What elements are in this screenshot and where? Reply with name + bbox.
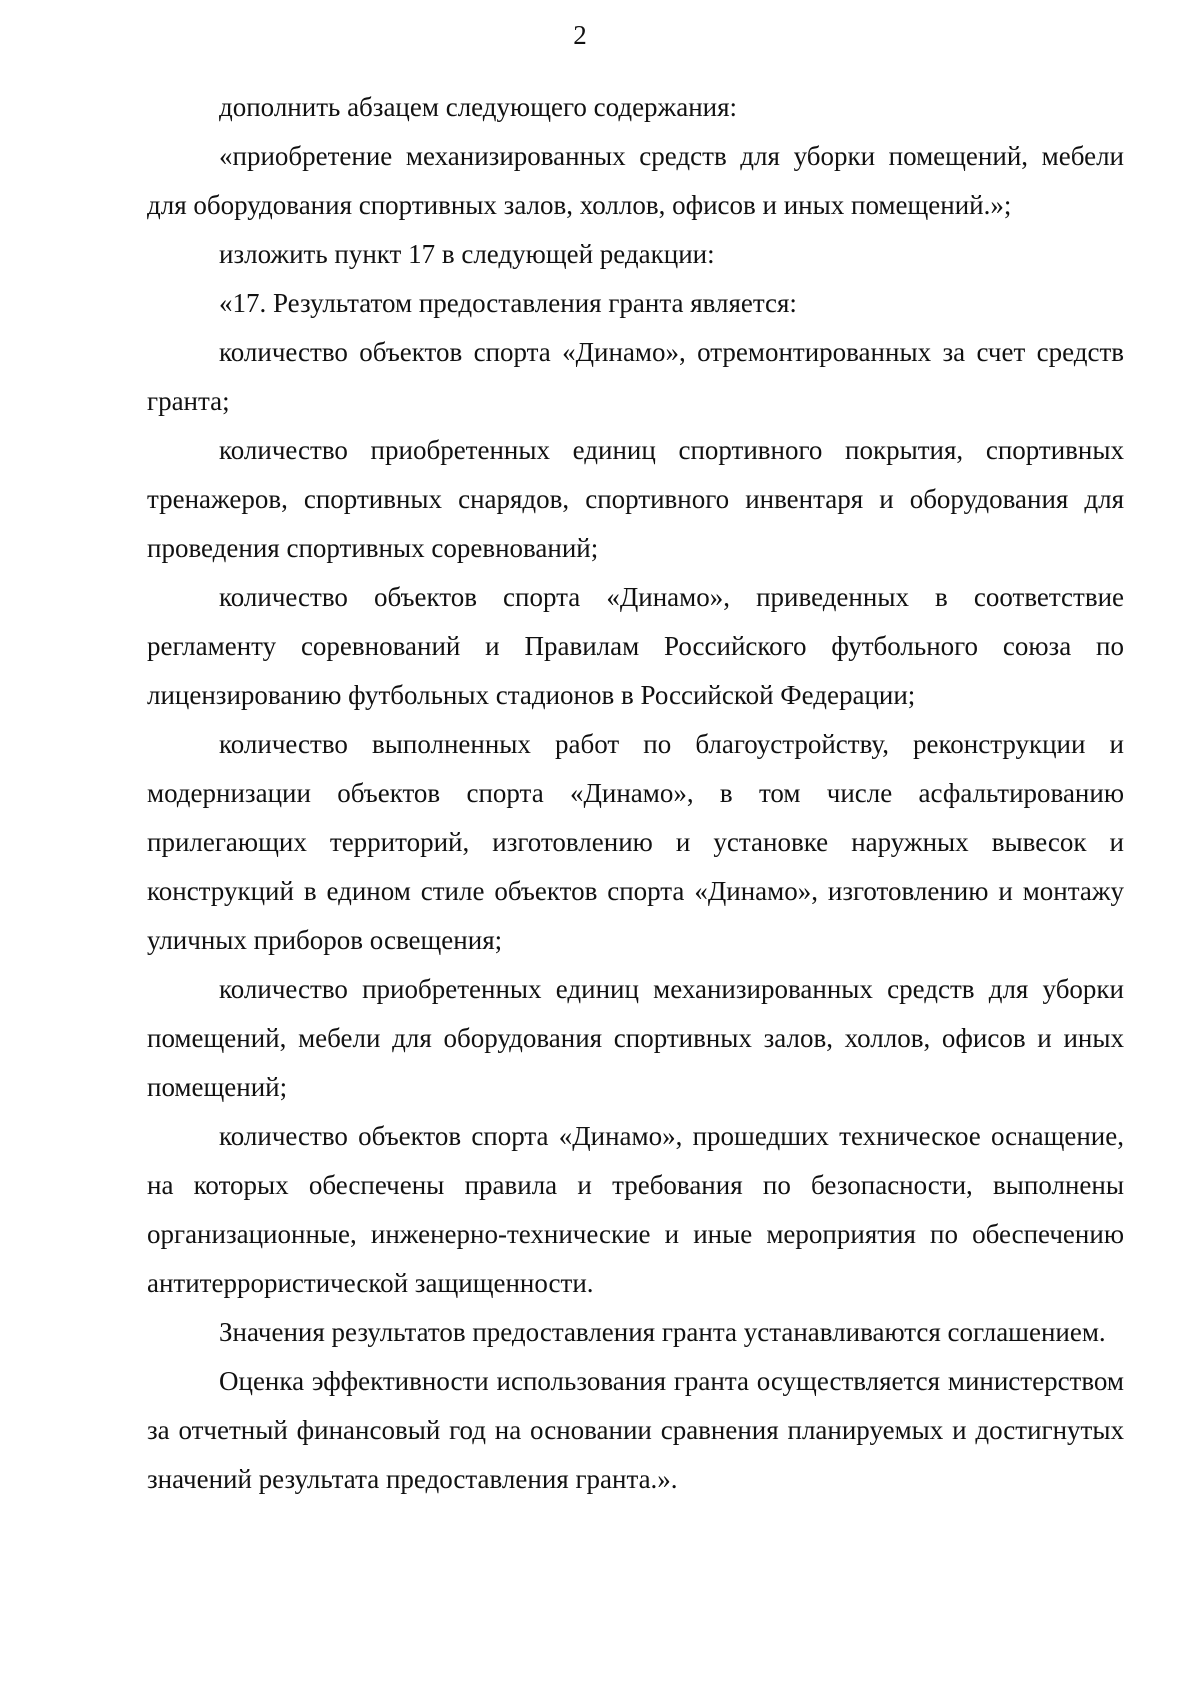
paragraph-result-cleaning: количество приобретенных единиц механизированных средств для уборки помещений, мебели для оборудования спортивных залов, холлов, офисов и иных помещений; [147, 974, 1124, 1102]
paragraph-result-security: количество объектов спорта «Динамо», прошедших техническое оснащение, на которых обеспечены правила и требования по безопасности, выполнены организационные, инженерно-технические и иные мероприятия по обеспечению антитеррористической защищенности. [147, 1121, 1124, 1298]
paragraph-result-equipment: количество приобретенных единиц спортивного покрытия, спортивных тренажеров, спортивных снарядов, спортивного инвентаря и оборудования для проведения спортивных соревнований; [147, 435, 1124, 563]
paragraph-values: Значения результатов предоставления гранта устанавливаются соглашением. [219, 1317, 1106, 1347]
document-body [147, 83, 1124, 1504]
paragraph-result-improvement: количество выполненных работ по благоустройству, реконструкции и модернизации объектов спорта «Динамо», в том числе асфальтированию прилегающих территорий, изготовлению и установке наружных вывесок и конструкций в едином стиле объектов спорта «Динамо», изготовлению и монтажу уличных приборов освещения; [147, 729, 1124, 955]
paragraph-amend-text: «приобретение механизированных средств для уборки помещений, мебели для оборудования спортивных залов, холлов, офисов и иных помещений.»; [147, 141, 1124, 220]
paragraph-result-repaired: количество объектов спорта «Динамо», отремонтированных за счет средств гранта; [147, 337, 1124, 416]
paragraph-result-compliance: количество объектов спорта «Динамо», приведенных в соответствие регламенту соревнований и Правилам Российского футбольного союза по лицензированию футбольных стадионов в Российской Федерации; [147, 582, 1124, 710]
page-number: 2 [573, 20, 587, 50]
paragraph-amend-intro: дополнить абзацем следующего содержания: [219, 92, 738, 122]
paragraph-item17-intro: изложить пункт 17 в следующей редакции: [219, 239, 715, 269]
paragraph-evaluation: Оценка эффективности использования гранта осуществляется министерством за отчетный финансовый год на основании сравнения планируемых и достигнутых значений результата предоставления гранта.». [147, 1366, 1124, 1494]
paragraph-item17-heading: «17. Результатом предоставления гранта является: [219, 288, 797, 318]
